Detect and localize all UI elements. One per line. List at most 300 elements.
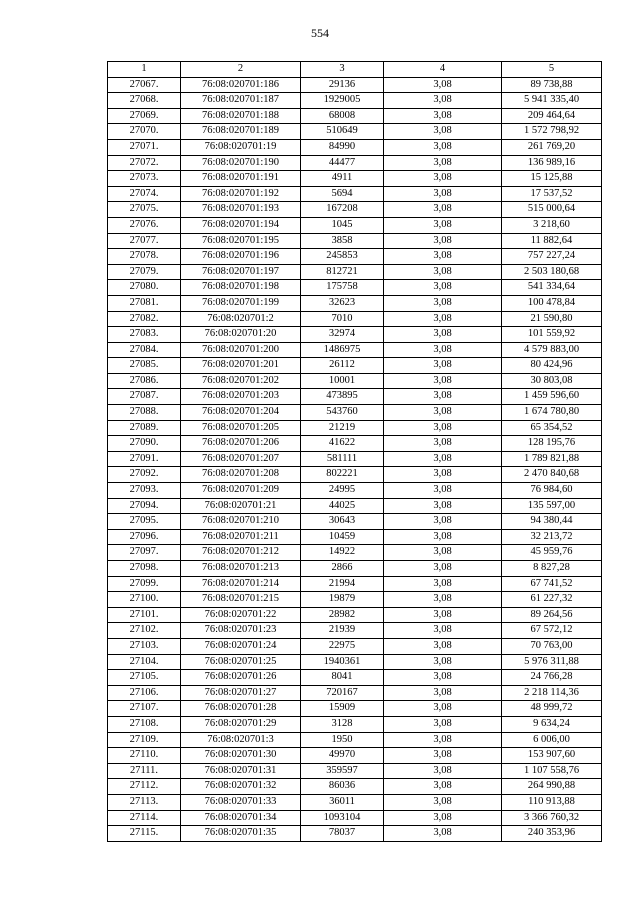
cell-amount: 101 559,92 (502, 327, 602, 343)
cell-number: 27098. (108, 561, 181, 577)
cell-rate: 3,08 (384, 670, 502, 686)
cell-area: 41622 (301, 436, 384, 452)
cell-amount: 100 478,84 (502, 295, 602, 311)
table-row (108, 810, 602, 826)
cell-rate: 3,08 (384, 483, 502, 499)
table-row (108, 342, 602, 358)
table-row (108, 748, 602, 764)
cell-number: 27067. (108, 77, 181, 93)
cell-amount: 261 769,20 (502, 139, 602, 155)
cell-area: 1045 (301, 217, 384, 233)
data-table (107, 61, 602, 842)
cell-number: 27091. (108, 451, 181, 467)
table-row (108, 217, 602, 233)
cell-amount: 15 125,88 (502, 171, 602, 187)
table-row (108, 108, 602, 124)
table-row (108, 139, 602, 155)
cell-area: 1950 (301, 732, 384, 748)
cell-amount: 1 572 798,92 (502, 124, 602, 140)
cell-area: 29136 (301, 77, 384, 93)
table-row (108, 77, 602, 93)
cell-cadastral-number: 76:08:020701:22 (181, 607, 301, 623)
table-row (108, 467, 602, 483)
cell-rate: 3,08 (384, 623, 502, 639)
cell-amount: 209 464,64 (502, 108, 602, 124)
cell-amount: 94 380,44 (502, 514, 602, 530)
cell-rate: 3,08 (384, 638, 502, 654)
cell-number: 27094. (108, 498, 181, 514)
cell-amount: 757 227,24 (502, 249, 602, 265)
table-row (108, 186, 602, 202)
cell-number: 27093. (108, 483, 181, 499)
cell-number: 27092. (108, 467, 181, 483)
cell-area: 21939 (301, 623, 384, 639)
cell-area: 720167 (301, 685, 384, 701)
cell-area: 581111 (301, 451, 384, 467)
cell-cadastral-number: 76:08:020701:198 (181, 280, 301, 296)
table-row (108, 498, 602, 514)
cell-area: 19879 (301, 592, 384, 608)
cell-rate: 3,08 (384, 405, 502, 421)
cell-amount: 30 803,08 (502, 373, 602, 389)
cell-cadastral-number: 76:08:020701:19 (181, 139, 301, 155)
cell-number: 27099. (108, 576, 181, 592)
table-row (108, 685, 602, 701)
cell-rate: 3,08 (384, 108, 502, 124)
cell-rate: 3,08 (384, 202, 502, 218)
cell-area: 543760 (301, 405, 384, 421)
cell-amount: 70 763,00 (502, 638, 602, 654)
cell-amount: 5 941 335,40 (502, 93, 602, 109)
cell-rate: 3,08 (384, 217, 502, 233)
table-row (108, 280, 602, 296)
cell-cadastral-number: 76:08:020701:2 (181, 311, 301, 327)
cell-number: 27077. (108, 233, 181, 249)
cell-cadastral-number: 76:08:020701:189 (181, 124, 301, 140)
cell-amount: 2 218 114,36 (502, 685, 602, 701)
cell-cadastral-number: 76:08:020701:213 (181, 561, 301, 577)
cell-rate: 3,08 (384, 763, 502, 779)
cell-area: 49970 (301, 748, 384, 764)
cell-amount: 4 579 883,00 (502, 342, 602, 358)
cell-rate: 3,08 (384, 810, 502, 826)
page-number: 554 (311, 26, 329, 40)
table-row (108, 483, 602, 499)
cell-amount: 153 907,60 (502, 748, 602, 764)
table-row (108, 716, 602, 732)
table-row (108, 561, 602, 577)
table-row (108, 389, 602, 405)
cell-rate: 3,08 (384, 249, 502, 265)
cell-area: 3128 (301, 716, 384, 732)
cell-amount: 2 503 180,68 (502, 264, 602, 280)
cell-number: 27084. (108, 342, 181, 358)
cell-number: 27111. (108, 763, 181, 779)
cell-amount: 541 334,64 (502, 280, 602, 296)
cell-amount: 2 470 840,68 (502, 467, 602, 483)
cell-number: 27074. (108, 186, 181, 202)
cell-area: 26112 (301, 358, 384, 374)
cell-area: 167208 (301, 202, 384, 218)
cell-amount: 5 976 311,88 (502, 654, 602, 670)
cell-rate: 3,08 (384, 514, 502, 530)
cell-amount: 135 597,00 (502, 498, 602, 514)
table-row (108, 732, 602, 748)
cell-amount: 48 999,72 (502, 701, 602, 717)
table-row (108, 295, 602, 311)
cell-amount: 1 459 596,60 (502, 389, 602, 405)
cell-number: 27069. (108, 108, 181, 124)
table-row (108, 373, 602, 389)
cell-area: 2866 (301, 561, 384, 577)
cell-amount: 264 990,88 (502, 779, 602, 795)
table-row (108, 654, 602, 670)
cell-number: 27071. (108, 139, 181, 155)
cell-rate: 3,08 (384, 732, 502, 748)
cell-rate: 3,08 (384, 794, 502, 810)
cell-area: 32623 (301, 295, 384, 311)
cell-number: 27097. (108, 545, 181, 561)
cell-amount: 1 789 821,88 (502, 451, 602, 467)
cell-cadastral-number: 76:08:020701:203 (181, 389, 301, 405)
cell-rate: 3,08 (384, 389, 502, 405)
cell-area: 1093104 (301, 810, 384, 826)
cell-amount: 67 572,12 (502, 623, 602, 639)
cell-cadastral-number: 76:08:020701:209 (181, 483, 301, 499)
cell-area: 10459 (301, 529, 384, 545)
cell-number: 27081. (108, 295, 181, 311)
cell-area: 21994 (301, 576, 384, 592)
cell-number: 27114. (108, 810, 181, 826)
cell-cadastral-number: 76:08:020701:202 (181, 373, 301, 389)
table-row (108, 763, 602, 779)
cell-number: 27115. (108, 826, 181, 842)
table-row (108, 826, 602, 842)
cell-amount: 136 989,16 (502, 155, 602, 171)
cell-amount: 240 353,96 (502, 826, 602, 842)
table-row (108, 779, 602, 795)
cell-cadastral-number: 76:08:020701:204 (181, 405, 301, 421)
cell-rate: 3,08 (384, 748, 502, 764)
cell-cadastral-number: 76:08:020701:207 (181, 451, 301, 467)
table-row (108, 420, 602, 436)
cell-cadastral-number: 76:08:020701:206 (181, 436, 301, 452)
table-header-row (108, 62, 602, 78)
cell-rate: 3,08 (384, 77, 502, 93)
cell-number: 27076. (108, 217, 181, 233)
cell-rate: 3,08 (384, 358, 502, 374)
cell-rate: 3,08 (384, 576, 502, 592)
cell-area: 21219 (301, 420, 384, 436)
table-row (108, 701, 602, 717)
table-row (108, 529, 602, 545)
cell-area: 510649 (301, 124, 384, 140)
table-row (108, 405, 602, 421)
cell-rate: 3,08 (384, 654, 502, 670)
cell-rate: 3,08 (384, 826, 502, 842)
cell-rate: 3,08 (384, 529, 502, 545)
cell-area: 32974 (301, 327, 384, 343)
cell-number: 27109. (108, 732, 181, 748)
cell-cadastral-number: 76:08:020701:30 (181, 748, 301, 764)
cell-cadastral-number: 76:08:020701:193 (181, 202, 301, 218)
cell-rate: 3,08 (384, 701, 502, 717)
cell-number: 27082. (108, 311, 181, 327)
table-row (108, 171, 602, 187)
cell-number: 27068. (108, 93, 181, 109)
table-row (108, 327, 602, 343)
table-row (108, 592, 602, 608)
cell-amount: 17 537,52 (502, 186, 602, 202)
cell-cadastral-number: 76:08:020701:23 (181, 623, 301, 639)
cell-rate: 3,08 (384, 280, 502, 296)
cell-cadastral-number: 76:08:020701:191 (181, 171, 301, 187)
table-row (108, 155, 602, 171)
cell-cadastral-number: 76:08:020701:190 (181, 155, 301, 171)
cell-rate: 3,08 (384, 685, 502, 701)
cell-number: 27083. (108, 327, 181, 343)
cell-number: 27102. (108, 623, 181, 639)
table-row (108, 638, 602, 654)
cell-area: 802221 (301, 467, 384, 483)
cell-rate: 3,08 (384, 342, 502, 358)
cell-amount: 110 913,88 (502, 794, 602, 810)
table-row (108, 436, 602, 452)
cell-rate: 3,08 (384, 436, 502, 452)
cell-amount: 32 213,72 (502, 529, 602, 545)
cell-number: 27080. (108, 280, 181, 296)
cell-cadastral-number: 76:08:020701:34 (181, 810, 301, 826)
cell-rate: 3,08 (384, 233, 502, 249)
cell-area: 1929005 (301, 93, 384, 109)
cell-number: 27078. (108, 249, 181, 265)
cell-area: 359597 (301, 763, 384, 779)
cell-cadastral-number: 76:08:020701:20 (181, 327, 301, 343)
cell-area: 8041 (301, 670, 384, 686)
cell-rate: 3,08 (384, 124, 502, 140)
table-row (108, 794, 602, 810)
cell-number: 27101. (108, 607, 181, 623)
column-header: 4 (384, 62, 502, 78)
cell-number: 27103. (108, 638, 181, 654)
cell-number: 27087. (108, 389, 181, 405)
cell-amount: 9 634,24 (502, 716, 602, 732)
cell-amount: 3 218,60 (502, 217, 602, 233)
table-row (108, 576, 602, 592)
cell-area: 44477 (301, 155, 384, 171)
cell-number: 27106. (108, 685, 181, 701)
cell-cadastral-number: 76:08:020701:3 (181, 732, 301, 748)
cell-number: 27105. (108, 670, 181, 686)
cell-number: 27088. (108, 405, 181, 421)
cell-area: 473895 (301, 389, 384, 405)
table-row (108, 358, 602, 374)
table-row (108, 264, 602, 280)
cell-cadastral-number: 76:08:020701:28 (181, 701, 301, 717)
cell-area: 812721 (301, 264, 384, 280)
cell-number: 27072. (108, 155, 181, 171)
cell-rate: 3,08 (384, 779, 502, 795)
table-row (108, 124, 602, 140)
cell-cadastral-number: 76:08:020701:32 (181, 779, 301, 795)
cell-cadastral-number: 76:08:020701:35 (181, 826, 301, 842)
cell-rate: 3,08 (384, 451, 502, 467)
cell-area: 245853 (301, 249, 384, 265)
cell-amount: 24 766,28 (502, 670, 602, 686)
cell-area: 175758 (301, 280, 384, 296)
cell-cadastral-number: 76:08:020701:27 (181, 685, 301, 701)
cell-cadastral-number: 76:08:020701:205 (181, 420, 301, 436)
cell-amount: 11 882,64 (502, 233, 602, 249)
cell-amount: 80 424,96 (502, 358, 602, 374)
cell-amount: 21 590,80 (502, 311, 602, 327)
cell-amount: 1 674 780,80 (502, 405, 602, 421)
cell-rate: 3,08 (384, 716, 502, 732)
cell-amount: 89 264,56 (502, 607, 602, 623)
cell-rate: 3,08 (384, 139, 502, 155)
cell-area: 4911 (301, 171, 384, 187)
cell-area: 78037 (301, 826, 384, 842)
table-row (108, 311, 602, 327)
cell-area: 5694 (301, 186, 384, 202)
cell-area: 84990 (301, 139, 384, 155)
table-row (108, 233, 602, 249)
column-header: 5 (502, 62, 602, 78)
cell-cadastral-number: 76:08:020701:212 (181, 545, 301, 561)
cell-amount: 65 354,52 (502, 420, 602, 436)
cell-rate: 3,08 (384, 561, 502, 577)
cell-area: 24995 (301, 483, 384, 499)
cell-area: 68008 (301, 108, 384, 124)
cell-number: 27075. (108, 202, 181, 218)
cell-area: 15909 (301, 701, 384, 717)
cell-amount: 61 227,32 (502, 592, 602, 608)
table-row (108, 451, 602, 467)
cell-cadastral-number: 76:08:020701:21 (181, 498, 301, 514)
cell-area: 10001 (301, 373, 384, 389)
cell-area: 3858 (301, 233, 384, 249)
cell-rate: 3,08 (384, 498, 502, 514)
cell-rate: 3,08 (384, 373, 502, 389)
cell-cadastral-number: 76:08:020701:186 (181, 77, 301, 93)
cell-rate: 3,08 (384, 186, 502, 202)
cell-cadastral-number: 76:08:020701:29 (181, 716, 301, 732)
cell-cadastral-number: 76:08:020701:214 (181, 576, 301, 592)
table-row (108, 670, 602, 686)
cell-amount: 6 006,00 (502, 732, 602, 748)
cell-amount: 3 366 760,32 (502, 810, 602, 826)
cell-number: 27086. (108, 373, 181, 389)
table-row (108, 249, 602, 265)
cell-amount: 8 827,28 (502, 561, 602, 577)
cell-cadastral-number: 76:08:020701:33 (181, 794, 301, 810)
cell-amount: 45 959,76 (502, 545, 602, 561)
cell-number: 27073. (108, 171, 181, 187)
cell-cadastral-number: 76:08:020701:25 (181, 654, 301, 670)
table-row (108, 514, 602, 530)
cell-amount: 515 000,64 (502, 202, 602, 218)
cell-number: 27096. (108, 529, 181, 545)
cell-area: 7010 (301, 311, 384, 327)
table-row (108, 623, 602, 639)
cell-area: 1940361 (301, 654, 384, 670)
cell-number: 27085. (108, 358, 181, 374)
cell-area: 86036 (301, 779, 384, 795)
cell-area: 30643 (301, 514, 384, 530)
cell-rate: 3,08 (384, 264, 502, 280)
cell-rate: 3,08 (384, 545, 502, 561)
cell-amount: 76 984,60 (502, 483, 602, 499)
cell-rate: 3,08 (384, 155, 502, 171)
cell-amount: 1 107 558,76 (502, 763, 602, 779)
cell-number: 27095. (108, 514, 181, 530)
cell-cadastral-number: 76:08:020701:199 (181, 295, 301, 311)
cell-rate: 3,08 (384, 420, 502, 436)
cell-cadastral-number: 76:08:020701:215 (181, 592, 301, 608)
cell-number: 27079. (108, 264, 181, 280)
cell-rate: 3,08 (384, 311, 502, 327)
table-row (108, 93, 602, 109)
cell-cadastral-number: 76:08:020701:197 (181, 264, 301, 280)
cell-cadastral-number: 76:08:020701:208 (181, 467, 301, 483)
cell-cadastral-number: 76:08:020701:24 (181, 638, 301, 654)
table-row (108, 202, 602, 218)
cell-rate: 3,08 (384, 467, 502, 483)
cell-cadastral-number: 76:08:020701:210 (181, 514, 301, 530)
cell-amount: 128 195,76 (502, 436, 602, 452)
cell-rate: 3,08 (384, 592, 502, 608)
cell-cadastral-number: 76:08:020701:211 (181, 529, 301, 545)
cell-number: 27110. (108, 748, 181, 764)
cell-cadastral-number: 76:08:020701:187 (181, 93, 301, 109)
cell-number: 27112. (108, 779, 181, 795)
cell-number: 27089. (108, 420, 181, 436)
column-header: 1 (108, 62, 181, 78)
cell-cadastral-number: 76:08:020701:195 (181, 233, 301, 249)
cell-number: 27100. (108, 592, 181, 608)
cell-number: 27070. (108, 124, 181, 140)
cell-number: 27108. (108, 716, 181, 732)
cell-cadastral-number: 76:08:020701:201 (181, 358, 301, 374)
cell-number: 27107. (108, 701, 181, 717)
cell-rate: 3,08 (384, 327, 502, 343)
cell-area: 36011 (301, 794, 384, 810)
cell-cadastral-number: 76:08:020701:196 (181, 249, 301, 265)
cell-area: 28982 (301, 607, 384, 623)
cell-rate: 3,08 (384, 295, 502, 311)
cell-cadastral-number: 76:08:020701:192 (181, 186, 301, 202)
cell-area: 1486975 (301, 342, 384, 358)
cell-number: 27104. (108, 654, 181, 670)
cell-cadastral-number: 76:08:020701:188 (181, 108, 301, 124)
cell-cadastral-number: 76:08:020701:31 (181, 763, 301, 779)
column-header: 3 (301, 62, 384, 78)
table-row (108, 545, 602, 561)
cell-number: 27113. (108, 794, 181, 810)
cell-cadastral-number: 76:08:020701:200 (181, 342, 301, 358)
cell-number: 27090. (108, 436, 181, 452)
cell-cadastral-number: 76:08:020701:194 (181, 217, 301, 233)
table-body (108, 77, 602, 841)
cell-rate: 3,08 (384, 607, 502, 623)
cell-amount: 89 738,88 (502, 77, 602, 93)
column-header: 2 (181, 62, 301, 78)
table-row (108, 607, 602, 623)
cell-area: 44025 (301, 498, 384, 514)
cell-cadastral-number: 76:08:020701:26 (181, 670, 301, 686)
cell-rate: 3,08 (384, 93, 502, 109)
cell-area: 22975 (301, 638, 384, 654)
